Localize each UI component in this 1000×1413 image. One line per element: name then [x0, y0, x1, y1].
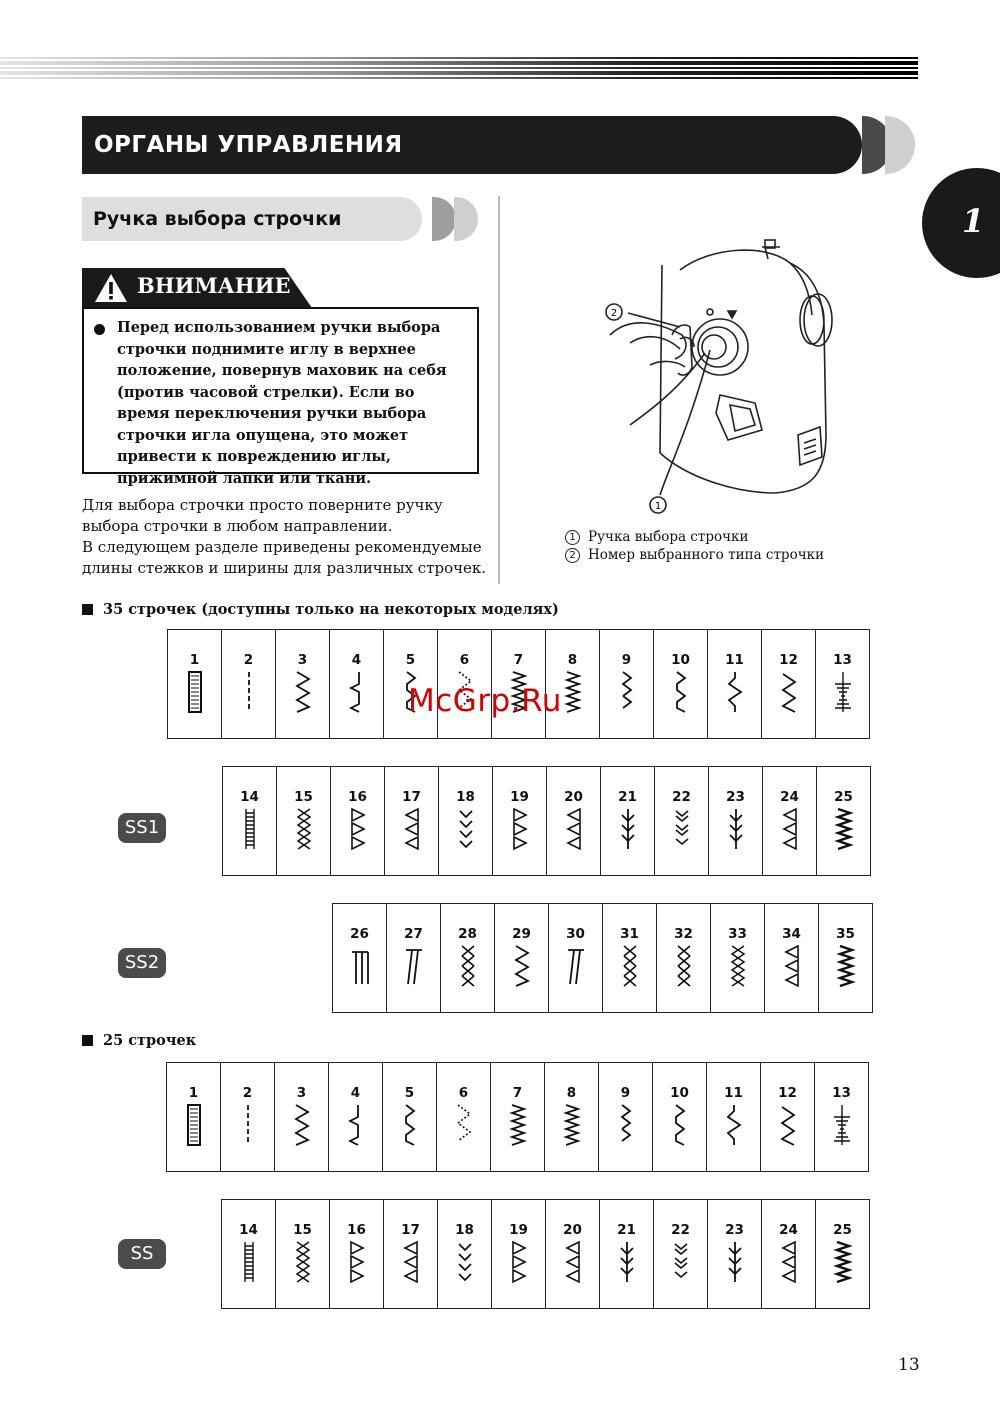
callout-1-label: 1 — [654, 501, 662, 512]
stitch-cell — [276, 630, 330, 739]
satin-zigzag-stitch-icon — [834, 944, 858, 988]
satin-zigzag-stitch-icon — [832, 807, 856, 851]
stitch-number: 3 — [297, 652, 308, 668]
stitch-number: 18 — [455, 1222, 474, 1238]
stitch-cell — [653, 1063, 707, 1172]
stitch-number: 32 — [674, 926, 693, 942]
legend-number: 1 — [565, 530, 580, 545]
blind-hem-stitch-icon — [345, 670, 369, 714]
body-paragraph-1: Для выбора строчки просто поверните ручку выбора строчки в любом направлении. — [82, 496, 443, 535]
stitch-number: 16 — [347, 1222, 366, 1238]
stitch-cell — [711, 904, 765, 1013]
blind-hem-stretch-stitch-icon — [669, 670, 693, 714]
arrow-stitch-icon — [723, 1240, 747, 1284]
stitch-number: 28 — [458, 926, 477, 942]
stitch-number: 4 — [350, 1085, 361, 1101]
chevron-double-stitch-icon — [670, 807, 694, 851]
stitch-cell — [762, 1200, 816, 1309]
zigzag-stitch-icon — [290, 1103, 314, 1147]
stitch-number: 1 — [189, 652, 200, 668]
stitch-cell — [441, 904, 495, 1013]
stitch-number: 6 — [459, 652, 470, 668]
ladder-stitch-icon — [237, 1240, 261, 1284]
stitch-number: 23 — [725, 1222, 744, 1238]
stitch-number: 10 — [671, 652, 690, 668]
slant-comb-stitch-icon — [564, 944, 588, 988]
legend-item — [565, 546, 824, 564]
stitch-number: 15 — [293, 1222, 312, 1238]
stitch-cell — [599, 1063, 653, 1172]
warning-box — [82, 307, 479, 487]
stitch-table-35-row3 — [332, 903, 873, 1013]
straight-stitch-icon — [237, 670, 261, 714]
legend-number: 2 — [565, 548, 580, 563]
column-divider — [498, 196, 500, 584]
warning-header — [82, 268, 312, 308]
stitch-cell — [603, 904, 657, 1013]
slant-comb-stitch-icon — [402, 944, 426, 988]
stitch-cell — [333, 904, 387, 1013]
stitch-number: 9 — [620, 1085, 631, 1101]
callout-2-label: 2 — [610, 308, 618, 319]
warning-triangle-icon — [94, 273, 128, 303]
stitch-number: 14 — [239, 1222, 258, 1238]
stitch-number: 20 — [563, 1222, 582, 1238]
stitch-cell — [275, 1063, 329, 1172]
triangle-stitch-icon — [346, 807, 370, 851]
stitch-cell — [331, 767, 385, 876]
stitch-number: 21 — [618, 789, 637, 805]
illustration-legend — [565, 528, 824, 564]
stitch-number: 29 — [512, 926, 531, 942]
stitch-number: 5 — [405, 652, 416, 668]
stitch-number: 3 — [296, 1085, 307, 1101]
stitch-number: 11 — [724, 1085, 743, 1101]
dotted-zigzag-stitch-icon — [452, 1103, 476, 1147]
stitch-cell — [387, 904, 441, 1013]
stitch-cell — [277, 767, 331, 876]
blind-hem-stitch-icon — [344, 1103, 368, 1147]
square-bullet-icon — [82, 1035, 93, 1046]
slant-zigzag-stitch-icon — [777, 670, 801, 714]
triangle-inverted-stitch-icon — [561, 1240, 585, 1284]
section-title-tail — [432, 197, 456, 241]
triangle-stitch-icon — [508, 807, 532, 851]
triangle-stitch-icon — [345, 1240, 369, 1284]
stitch-cell — [817, 767, 871, 876]
zigzag-stitch-icon — [291, 670, 315, 714]
chevron-double-stitch-icon — [669, 1240, 693, 1284]
satin-stitch-icon — [831, 670, 855, 714]
ss-badge — [118, 1239, 166, 1269]
ss2-badge — [118, 948, 166, 978]
stitch-number: 6 — [458, 1085, 469, 1101]
wave-stitch-icon — [615, 670, 639, 714]
stitch-number: 33 — [728, 926, 747, 942]
stitch-number: 13 — [833, 652, 852, 668]
ss-label: SS — [130, 1243, 154, 1264]
stitch-cell — [222, 630, 276, 739]
arrow-stitch-icon — [724, 807, 748, 851]
stitch-cell — [437, 1063, 491, 1172]
stitch-cell — [492, 1200, 546, 1309]
stitch-cell — [600, 1200, 654, 1309]
stitch-number: 31 — [620, 926, 639, 942]
triangle-stitch-icon — [507, 1240, 531, 1284]
zigzag-stitch-icon — [510, 944, 534, 988]
triangle-inverted-stitch-icon — [400, 807, 424, 851]
stitch-number: 22 — [672, 789, 691, 805]
stitch-number: 7 — [512, 1085, 523, 1101]
stitch-cell — [547, 767, 601, 876]
bullet-icon — [94, 324, 105, 335]
triangle-inverted-stitch-icon — [778, 807, 802, 851]
cross-stitch-stitch-icon — [456, 944, 480, 988]
stitch-cell — [545, 1063, 599, 1172]
satin-zigzag-stitch-icon — [831, 1240, 855, 1284]
stitch-cell — [762, 630, 816, 739]
stitch-cell — [383, 1063, 437, 1172]
stitch-cell — [816, 630, 870, 739]
stitch-number: 26 — [350, 926, 369, 942]
stitch-number: 17 — [402, 789, 421, 805]
stitch-cell — [330, 1200, 384, 1309]
stitch-number: 35 — [836, 926, 855, 942]
blind-hem-stretch-stitch-icon — [398, 1103, 422, 1147]
stitch-number: 18 — [456, 789, 475, 805]
page-title: ОРГАНЫ УПРАВЛЕНИЯ — [82, 116, 862, 174]
cross-stitch-stitch-icon — [672, 944, 696, 988]
stitch-number: 12 — [778, 1085, 797, 1101]
legend-text: Ручка выбора строчки — [588, 529, 749, 545]
stitch-table-25-row1 — [166, 1062, 869, 1172]
buttonhole-stitch-icon — [183, 670, 207, 714]
stitch-number: 1 — [188, 1085, 199, 1101]
stitch-cell — [167, 1063, 221, 1172]
scallop-stitch-icon — [723, 670, 747, 714]
stitch-cell — [330, 630, 384, 739]
buttonhole-stitch-icon — [182, 1103, 206, 1147]
stitch-number: 24 — [780, 789, 799, 805]
body-text — [82, 495, 487, 579]
stitch-number: 17 — [401, 1222, 420, 1238]
stitch-cell — [654, 630, 708, 739]
stitch-table-25-row2 — [221, 1199, 870, 1309]
section-title-tail-light — [454, 197, 478, 241]
stitch-number: 15 — [294, 789, 313, 805]
stitches25-heading — [82, 1032, 196, 1049]
stitch-cell — [819, 904, 873, 1013]
ss2-label: SS2 — [124, 952, 160, 973]
stitch-number: 14 — [240, 789, 259, 805]
stitch-number: 19 — [509, 1222, 528, 1238]
header-rule — [0, 57, 918, 83]
ss1-label: SS1 — [124, 817, 160, 838]
chevron-stitch-icon — [454, 807, 478, 851]
legend-text: Номер выбранного типа строчки — [588, 547, 825, 563]
wave-stitch-icon — [614, 1103, 638, 1147]
stitch-number: 30 — [566, 926, 585, 942]
stitch-cell — [600, 630, 654, 739]
comb-stitch-icon — [348, 944, 372, 988]
chevron-stitch-icon — [453, 1240, 477, 1284]
stitch-number: 2 — [242, 1085, 253, 1101]
stitches35-heading — [82, 601, 559, 618]
body-paragraph-2: В следующем разделе приведены рекомендуемые длины стежков и ширины для различных строчек. — [82, 538, 487, 577]
stitch-cell — [384, 1200, 438, 1309]
stitch-cell — [815, 1063, 869, 1172]
stitch-cell — [708, 1200, 762, 1309]
stitch-number: 25 — [833, 1222, 852, 1238]
stitches25-heading-text: 25 строчек — [103, 1032, 197, 1049]
stitches35-heading-text: 35 строчек (доступны только на некоторых моделях) — [103, 601, 559, 618]
stitch-cell — [761, 1063, 815, 1172]
stitch-cell — [438, 1200, 492, 1309]
blind-hem-stretch-stitch-icon — [668, 1103, 692, 1147]
triangle-inverted-stitch-icon — [399, 1240, 423, 1284]
stitch-cell — [168, 630, 222, 739]
chapter-number: 1 — [962, 202, 985, 240]
straight-stitch-icon — [236, 1103, 260, 1147]
feather-stitch-icon — [292, 807, 316, 851]
stitch-number: 34 — [782, 926, 801, 942]
ladder-stitch-icon — [238, 807, 262, 851]
stitch-cell — [763, 767, 817, 876]
ss1-badge — [118, 813, 166, 843]
arrow-stitch-icon — [616, 807, 640, 851]
satin-stitch-icon — [830, 1103, 854, 1147]
stitch-cell — [493, 767, 547, 876]
page-number: 13 — [898, 1355, 920, 1375]
stitch-number: 23 — [726, 789, 745, 805]
stitch-cell — [655, 767, 709, 876]
stitch-number: 8 — [566, 1085, 577, 1101]
stitch-cell — [709, 767, 763, 876]
stitch-number: 22 — [671, 1222, 690, 1238]
scallop-stitch-icon — [722, 1103, 746, 1147]
warning-label: ВНИМАНИЕ — [137, 273, 291, 298]
stitch-cell — [439, 767, 493, 876]
stitch-cell — [329, 1063, 383, 1172]
section-title: Ручка выбора строчки — [82, 197, 422, 241]
stitch-cell — [708, 630, 762, 739]
stitch-cell — [495, 904, 549, 1013]
triple-zigzag-stitch-icon — [506, 1103, 530, 1147]
stitch-number: 20 — [564, 789, 583, 805]
stitch-cell — [816, 1200, 870, 1309]
stitch-cell — [385, 767, 439, 876]
triangle-inverted-stitch-icon — [780, 944, 804, 988]
stitch-cell — [654, 1200, 708, 1309]
stitch-number: 24 — [779, 1222, 798, 1238]
stitch-number: 2 — [243, 652, 254, 668]
stitch-cell — [546, 1200, 600, 1309]
stitch-number: 13 — [832, 1085, 851, 1101]
stitch-number: 10 — [670, 1085, 689, 1101]
stitch-number: 7 — [513, 652, 524, 668]
slant-zigzag-stitch-icon — [776, 1103, 800, 1147]
triangle-inverted-stitch-icon — [562, 807, 586, 851]
triple-zigzag-stitch-icon — [560, 1103, 584, 1147]
stitch-number: 27 — [404, 926, 423, 942]
stitch-number: 4 — [351, 652, 362, 668]
title-bar-tail-light — [885, 116, 915, 174]
stitch-cell — [765, 904, 819, 1013]
feather-stitch-icon — [291, 1240, 315, 1284]
stitch-number: 11 — [725, 652, 744, 668]
sewing-machine-illustration — [590, 235, 840, 525]
stitch-cell — [657, 904, 711, 1013]
cross-stitch-stitch-icon — [618, 944, 642, 988]
stitch-cell — [601, 767, 655, 876]
stitch-cell — [221, 1063, 275, 1172]
arrow-stitch-icon — [615, 1240, 639, 1284]
square-bullet-icon — [82, 604, 93, 615]
stitch-number: 9 — [621, 652, 632, 668]
chapter-tab — [922, 168, 1000, 278]
stitch-number: 12 — [779, 652, 798, 668]
triple-zigzag-stitch-icon — [561, 670, 585, 714]
stitch-cell — [707, 1063, 761, 1172]
stitch-cell — [222, 1200, 276, 1309]
stitch-number: 5 — [404, 1085, 415, 1101]
feather-stitch-icon — [726, 944, 750, 988]
stitch-table-35-row2 — [222, 766, 871, 876]
warning-text: Перед использованием ручки выбора строчки поднимите иглу в верхнее положение, повернув маховик на себя (против часовой стрелки). Если во время переключения ручки выбора строчки игла опущена, это может привести к повреждению иглы, прижимной лапки или ткани. — [117, 319, 447, 487]
legend-item — [565, 528, 824, 546]
stitch-number: 25 — [834, 789, 853, 805]
stitch-cell — [223, 767, 277, 876]
stitch-cell — [276, 1200, 330, 1309]
triangle-inverted-stitch-icon — [777, 1240, 801, 1284]
stitch-cell — [491, 1063, 545, 1172]
stitch-cell — [549, 904, 603, 1013]
stitch-number: 19 — [510, 789, 529, 805]
watermark: McGrp.Ru — [408, 683, 562, 719]
stitch-number: 8 — [567, 652, 578, 668]
stitch-number: 21 — [617, 1222, 636, 1238]
stitch-number: 16 — [348, 789, 367, 805]
